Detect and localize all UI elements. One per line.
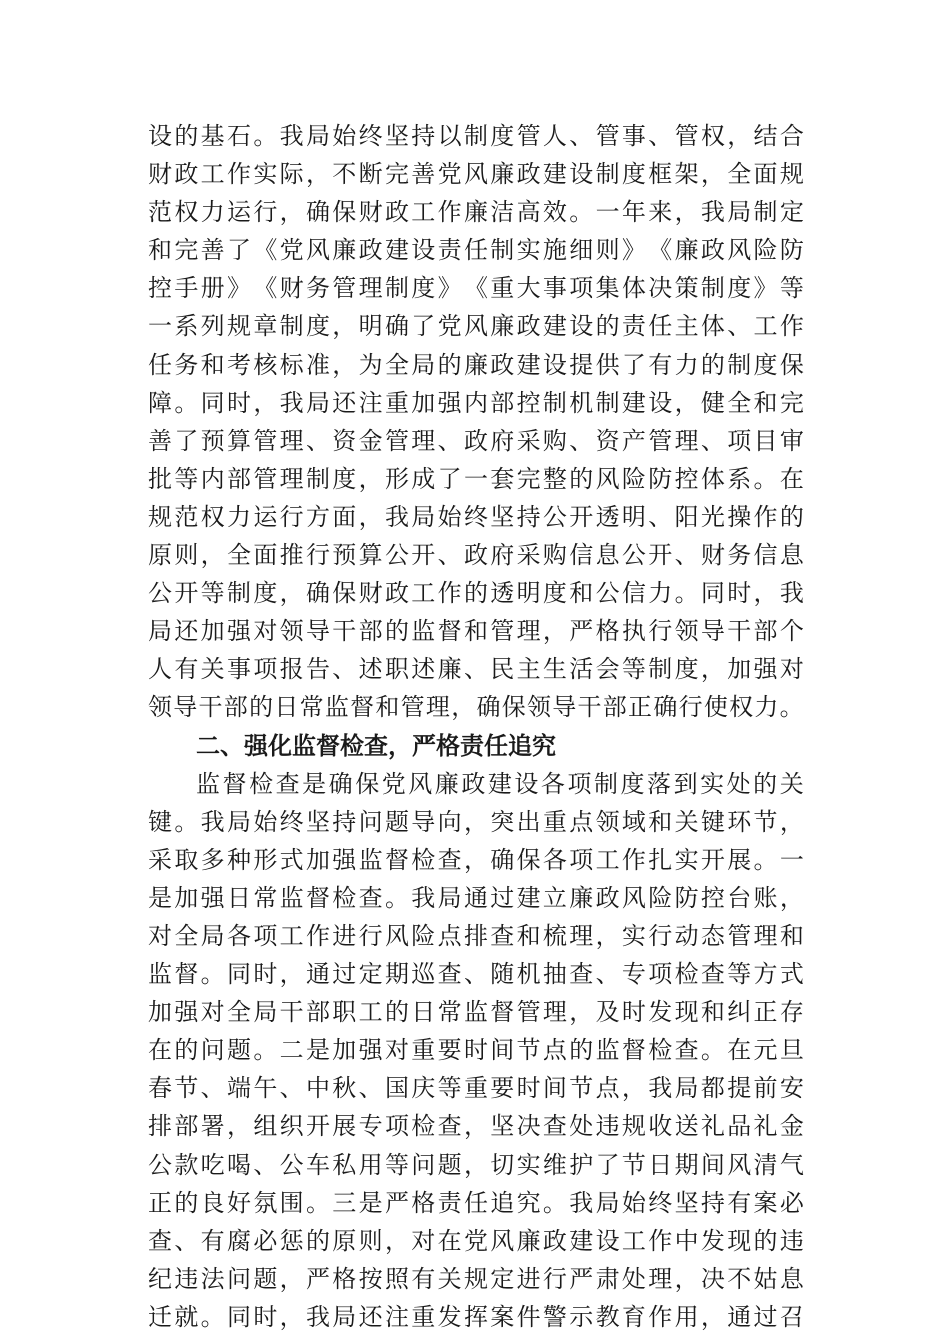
paragraph-line: 公 款 吃 喝 、 公 车 私 用 等 问 题 ， 切 实 维 护 了 节 日 期 间 风 清 气 — [148, 1150, 804, 1179]
document-page — [148, 117, 804, 1336]
paragraph-line: 领 导 干 部 的 日 常 监 督 和 管 理 ， 确 保 领 导 干 部 正 确 行 使 权 力 。 — [148, 693, 804, 722]
paragraph-line: 加 强 对 全 局 干 部 职 工 的 日 常 监 督 管 理 ， 及 时 发 现 和 纠 正 存 — [148, 998, 804, 1027]
paragraph-line: 和 完 善 了 《 党 风 廉 政 建 设 责 任 制 实 施 细 则 》 《 廉 政 风 险 防 — [148, 236, 804, 265]
paragraph-2 — [148, 765, 804, 1336]
paragraph-line: 正 的 良 好 氛 围 。 三 是 严 格 责 任 追 究 。 我 局 始 终 坚 持 有 案 必 — [148, 1188, 804, 1217]
section-heading: 二、强化监督检查，严格责任追究 — [196, 731, 556, 760]
paragraph-line: 设 的 基 石 。 我 局 始 终 坚 持 以 制 度 管 人 、 管 事 、 管 权 ， 结 合 — [148, 122, 804, 150]
paragraph-line: 键 。 我 局 始 终 坚 持 问 题 导 向 ， 突 出 重 点 领 域 和 关 键 环 节 ， — [148, 807, 804, 836]
paragraph-line: 控 手 册 》 《 财 务 管 理 制 度 》 《 重 大 事 项 集 体 决 策 制 度 》 等 — [148, 274, 804, 303]
paragraph-line: 财 政 工 作 实 际 ， 不 断 完 善 党 风 廉 政 建 设 制 度 框 架 ， 全 面 规 — [148, 160, 804, 189]
paragraph-line: 障 。 同 时 ， 我 局 还 注 重 加 强 内 部 控 制 机 制 建 设 ， 健 全 和 完 — [148, 388, 804, 417]
paragraph-line: 是 加 强 日 常 监 督 检 查 。 我 局 通 过 建 立 廉 政 风 险 防 控 台 账 ， — [148, 883, 804, 912]
paragraph-line: 监 督 。 同 时 ， 通 过 定 期 巡 查 、 随 机 抽 查 、 专 项 检 查 等 方 式 — [148, 960, 804, 989]
paragraph-line: 迁 就 。 同 时 ， 我 局 还 注 重 发 挥 案 件 警 示 教 育 作 用 ， 通 过 召 — [148, 1302, 804, 1331]
paragraph-1 — [148, 117, 804, 727]
paragraph-line: 监 督 检 查 是 确 保 党 风 廉 政 建 设 各 项 制 度 落 到 实 处 的 关 — [196, 769, 804, 798]
paragraph-line: 批 等 内 部 管 理 制 度 ， 形 成 了 一 套 完 整 的 风 险 防 控 体 系 。 在 — [148, 464, 804, 493]
paragraph-line: 一 系 列 规 章 制 度 ， 明 确 了 党 风 廉 政 建 设 的 责 任 主 体 、 工 作 — [148, 312, 804, 341]
paragraph-line: 规 范 权 力 运 行 方 面 ， 我 局 始 终 坚 持 公 开 透 明 、 阳 光 操 作 的 — [148, 502, 804, 531]
paragraph-line: 局 还 加 强 对 领 导 干 部 的 监 督 和 管 理 ， 严 格 执 行 领 导 干 部 个 — [148, 617, 804, 646]
paragraph-line: 公 开 等 制 度 ， 确 保 财 政 工 作 的 透 明 度 和 公 信 力 。 同 时 ， 我 — [148, 579, 804, 608]
paragraph-line: 纪 违 法 问 题 ， 严 格 按 照 有 关 规 定 进 行 严 肃 处 理 ， 决 不 姑 息 — [148, 1264, 804, 1293]
paragraph-line: 善 了 预 算 管 理 、 资 金 管 理 、 政 府 采 购 、 资 产 管 理 、 项 目 审 — [148, 426, 804, 455]
paragraph-line: 采 取 多 种 形 式 加 强 监 督 检 查 ， 确 保 各 项 工 作 扎 实 开 展 。 一 — [148, 845, 804, 874]
paragraph-line: 原 则 ， 全 面 推 行 预 算 公 开 、 政 府 采 购 信 息 公 开 、 财 务 信 息 — [148, 541, 804, 570]
paragraph-line: 在 的 问 题 。 二 是 加 强 对 重 要 时 间 节 点 的 监 督 检 查 。 在 元 旦 — [148, 1036, 804, 1065]
paragraph-line: 对 全 局 各 项 工 作 进 行 风 险 点 排 查 和 梳 理 ， 实 行 动 态 管 理 和 — [148, 921, 804, 950]
paragraph-line: 范 权 力 运 行 ， 确 保 财 政 工 作 廉 洁 高 效 。 一 年 来 ， 我 局 制 定 — [148, 198, 804, 227]
paragraph-line: 排 部 署 ， 组 织 开 展 专 项 检 查 ， 坚 决 查 处 违 规 收 送 礼 品 礼 金 — [148, 1112, 804, 1141]
paragraph-line: 春 节 、 端 午 、 中 秋 、 国 庆 等 重 要 时 间 节 点 ， 我 局 都 提 前 安 — [148, 1074, 804, 1103]
paragraph-line: 任 务 和 考 核 标 准 ， 为 全 局 的 廉 政 建 设 提 供 了 有 力 的 制 度 保 — [148, 350, 804, 379]
paragraph-line: 查 、 有 腐 必 惩 的 原 则 ， 对 在 党 风 廉 政 建 设 工 作 中 发 现 的 违 — [148, 1226, 804, 1255]
paragraph-line: 人 有 关 事 项 报 告 、 述 职 述 廉 、 民 主 生 活 会 等 制 度 ， 加 强 对 — [148, 655, 804, 684]
